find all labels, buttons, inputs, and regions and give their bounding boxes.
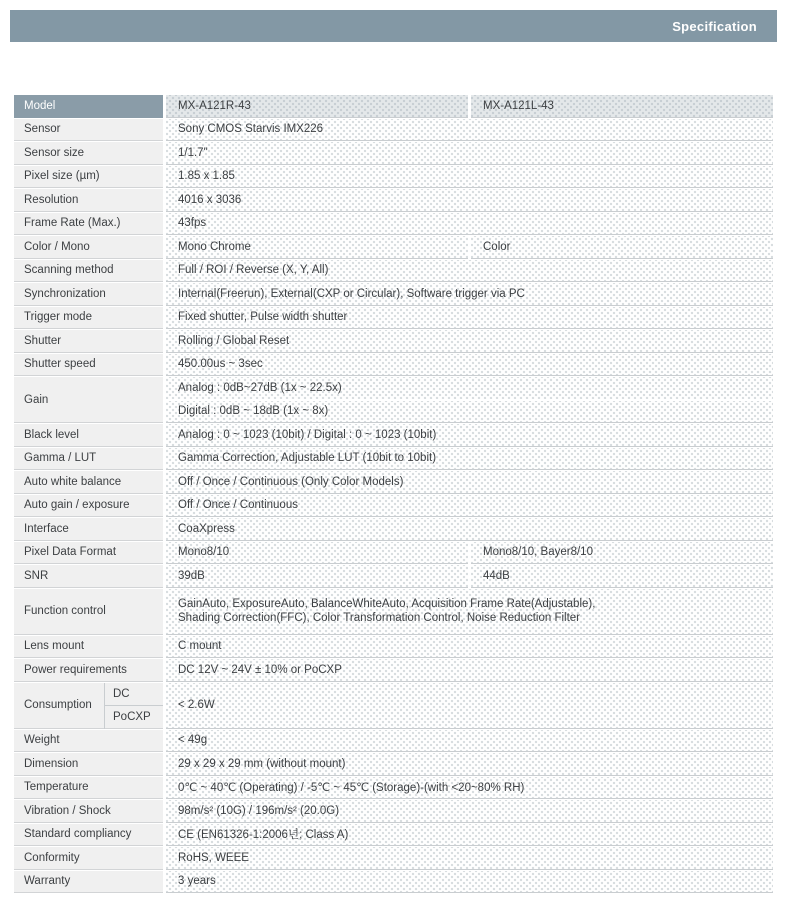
spec-row-trigger-mode	[14, 307, 773, 330]
page-title: Specification	[672, 18, 757, 34]
row-value-right: 44dB	[471, 565, 773, 588]
consumption-sub-dc: DC	[105, 683, 163, 706]
spec-row-black-level	[14, 424, 773, 447]
spec-row-function-control	[14, 589, 773, 635]
consumption-sub-column	[104, 683, 163, 729]
row-label: Auto gain / exposure	[14, 495, 163, 518]
row-label: Power requirements	[14, 659, 163, 682]
row-value: 450.00us ~ 3sec	[166, 354, 773, 377]
row-label: Gamma / LUT	[14, 448, 163, 471]
row-value: CE (EN61326-1:2006년; Class A)	[166, 824, 773, 847]
specification-table	[14, 95, 773, 894]
spec-row-consumption	[14, 683, 773, 729]
row-label: Color / Mono	[14, 236, 163, 259]
function-control-line-1: GainAuto, ExposureAuto, BalanceWhiteAuto, Acquisition Frame Rate(Adjustable),	[178, 598, 596, 610]
spec-row-auto-white-balance	[14, 471, 773, 494]
row-label: Trigger mode	[14, 307, 163, 330]
row-label: Frame Rate (Max.)	[14, 213, 163, 236]
spec-row-gamma-lut	[14, 448, 773, 471]
row-value: 4016 x 3036	[166, 189, 773, 212]
row-value: Full / ROI / Reverse (X, Y, All)	[166, 260, 773, 283]
row-value: < 2.6W	[166, 683, 773, 729]
model-row-label: Model	[14, 95, 163, 118]
row-label: Warranty	[14, 871, 163, 894]
spec-row-auto-gain-exposure	[14, 495, 773, 518]
row-value: < 49g	[166, 730, 773, 753]
row-value-group	[166, 589, 773, 635]
row-label: Temperature	[14, 777, 163, 800]
spec-row-pixel-size	[14, 166, 773, 189]
row-value: 98m/s² (10G) / 196m/s² (20.0G)	[166, 800, 773, 823]
spec-row-color-mono	[14, 236, 773, 259]
spec-row-warranty	[14, 871, 773, 894]
row-value: 1.85 x 1.85	[166, 166, 773, 189]
row-value: 3 years	[166, 871, 773, 894]
row-value: Off / Once / Continuous (Only Color Models)	[166, 471, 773, 494]
row-label: Gain	[14, 377, 163, 423]
spec-row-lens-mount	[14, 636, 773, 659]
spec-row-frame-rate	[14, 213, 773, 236]
gain-analog-line: Analog : 0dB~27dB (1x ~ 22.5x)	[166, 377, 773, 401]
spec-row-gain	[14, 377, 773, 423]
spec-row-vibration-shock	[14, 800, 773, 823]
row-value-left: Mono Chrome	[166, 236, 468, 259]
row-value: Analog : 0 ~ 1023 (10bit) / Digital : 0 ~ 1023 (10bit)	[166, 424, 773, 447]
row-label: Sensor	[14, 119, 163, 142]
spec-row-standard-compliancy	[14, 824, 773, 847]
spec-row-shutter-speed	[14, 354, 773, 377]
row-label: Synchronization	[14, 283, 163, 306]
spec-row-snr	[14, 565, 773, 588]
specification-header-bar	[10, 10, 777, 42]
row-value: Off / Once / Continuous	[166, 495, 773, 518]
row-label: Scanning method	[14, 260, 163, 283]
spec-row-scanning-method	[14, 260, 773, 283]
row-label: Weight	[14, 730, 163, 753]
row-value: RoHS, WEEE	[166, 847, 773, 870]
spec-row-power-requirements	[14, 659, 773, 682]
spec-row-interface	[14, 518, 773, 541]
consumption-sub-pocxp: PoCXP	[105, 706, 163, 729]
row-value: 0℃ ~ 40℃ (Operating) / -5℃ ~ 45℃ (Storage)-(with <20~80% RH)	[166, 777, 773, 800]
spec-row-sensor-size	[14, 142, 773, 165]
row-label: Resolution	[14, 189, 163, 212]
model-value-right: MX-A121L-43	[471, 95, 773, 118]
model-value-left: MX-A121R-43	[166, 95, 468, 118]
consumption-label-group	[14, 683, 163, 729]
row-label: Shutter	[14, 330, 163, 353]
row-label: Function control	[14, 589, 163, 635]
spec-row-temperature	[14, 777, 773, 800]
spec-row-shutter	[14, 330, 773, 353]
row-label: Sensor size	[14, 142, 163, 165]
row-label: Conformity	[14, 847, 163, 870]
spec-row-pixel-data-format	[14, 542, 773, 565]
row-value: Gamma Correction, Adjustable LUT (10bit to 10bit)	[166, 448, 773, 471]
row-label: Lens mount	[14, 636, 163, 659]
row-value: Internal(Freerun), External(CXP or Circular), Software trigger via PC	[166, 283, 773, 306]
row-label: Standard compliancy	[14, 824, 163, 847]
spec-row-conformity	[14, 847, 773, 870]
row-label: Black level	[14, 424, 163, 447]
row-value: 1/1.7"	[166, 142, 773, 165]
row-label: Vibration / Shock	[14, 800, 163, 823]
row-value: Fixed shutter, Pulse width shutter	[166, 307, 773, 330]
row-label: Shutter speed	[14, 354, 163, 377]
row-value-left: Mono8/10	[166, 542, 468, 565]
row-label: Consumption	[14, 683, 104, 729]
row-value-group	[166, 377, 773, 423]
gain-digital-line: Digital : 0dB ~ 18dB (1x ~ 8x)	[178, 405, 329, 418]
row-label: Interface	[14, 518, 163, 541]
spec-row-dimension	[14, 753, 773, 776]
function-control-line-2: Shading Correction(FFC), Color Transformation Control, Noise Reduction Filter	[178, 612, 581, 624]
row-value: Rolling / Global Reset	[166, 330, 773, 353]
row-label: Dimension	[14, 753, 163, 776]
row-label: Auto white balance	[14, 471, 163, 494]
row-value: Sony CMOS Starvis IMX226	[166, 119, 773, 142]
row-label: Pixel size (µm)	[14, 166, 163, 189]
spec-row-sensor	[14, 119, 773, 142]
spec-row-synchronization	[14, 283, 773, 306]
row-value-right: Mono8/10, Bayer8/10	[471, 542, 773, 565]
row-value-left: 39dB	[166, 565, 468, 588]
model-header-row	[14, 95, 773, 118]
row-label: SNR	[14, 565, 163, 588]
spec-row-resolution	[14, 189, 773, 212]
row-value: DC 12V ~ 24V ± 10% or PoCXP	[166, 659, 773, 682]
row-value: 43fps	[166, 213, 773, 236]
row-value-right: Color	[471, 236, 773, 259]
row-label: Pixel Data Format	[14, 542, 163, 565]
row-value: C mount	[166, 636, 773, 659]
row-value: CoaXpress	[166, 518, 773, 541]
spec-row-weight	[14, 730, 773, 753]
row-value: 29 x 29 x 29 mm (without mount)	[166, 753, 773, 776]
